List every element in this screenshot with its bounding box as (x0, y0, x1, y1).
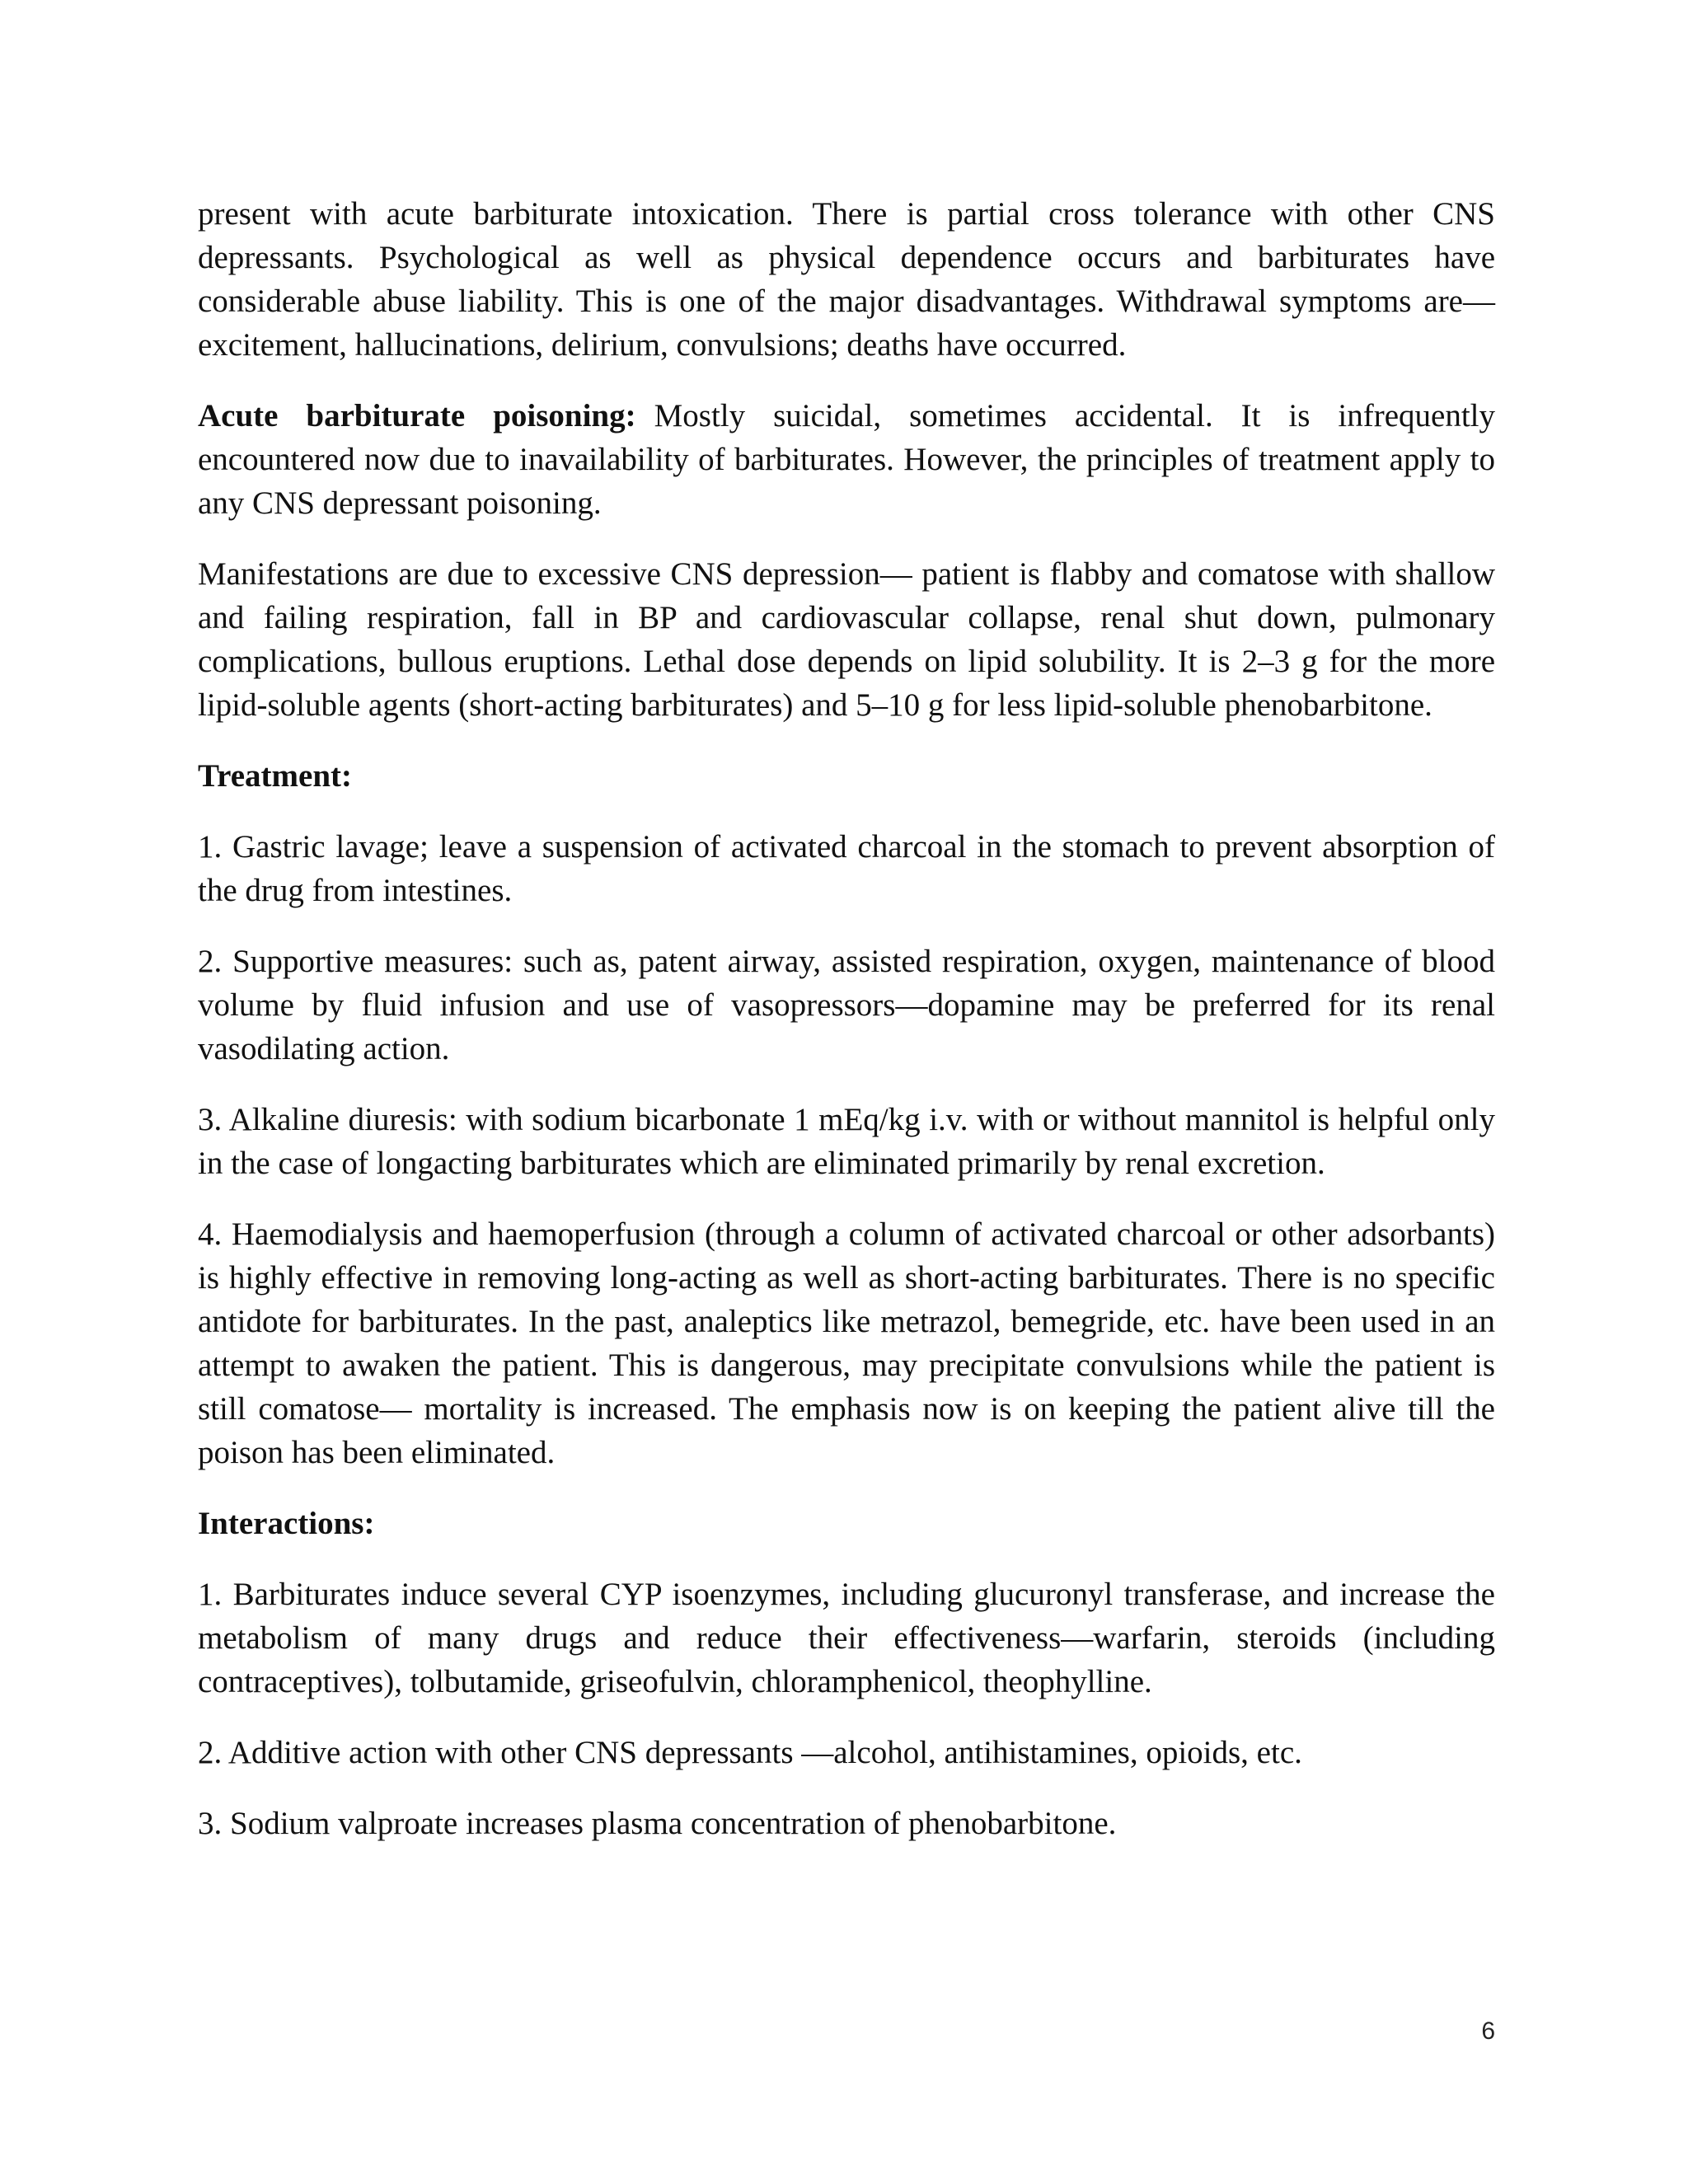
interaction-item: 3. Sodium valproate increases plasma concentration of phenobarbitone. (198, 1806, 1117, 1841)
interaction-item: 1. Barbiturates induce several CYP isoenzymes, including glucuronyl transferase, and increase the metabolism of many drugs and reduce their effectiveness—warfarin, steroids (including contraceptives), tolbutamide, griseofulvin, chloramphenicol, theophylline. (198, 1577, 1495, 1699)
acute-poisoning-heading: Acute barbiturate poisoning: (198, 398, 636, 434)
page-body (198, 192, 1495, 1872)
treatment-heading: Treatment: (198, 758, 352, 794)
treatment-item: 1. Gastric lavage; leave a suspension of activated charcoal in the stomach to prevent absorption of the drug from intestines. (198, 829, 1495, 908)
interaction-item: 2. Additive action with other CNS depressants —alcohol, antihistamines, opioids, etc. (198, 1735, 1302, 1770)
treatment-item: 4. Haemodialysis and haemoperfusion (through a column of activated charcoal or other adsorbants) is highly effective in removing long-acting as well as short-acting barbiturates. There is no specific antidote for barbiturates. In the past, analeptics like metrazol, bemegride, etc. have been used in an attempt to awaken the patient. This is dangerous, may precipitate convulsions while the patient is still comatose— mortality is increased. The emphasis now is on keeping the patient alive till the poison has been eliminated. (198, 1216, 1495, 1470)
interactions-heading: Interactions: (198, 1506, 375, 1541)
manifestations-paragraph: Manifestations are due to excessive CNS depression— patient is flabby and comatose with shallow and failing respiration, fall in BP and cardiovascular collapse, renal shut down, pulmonary complications, bullous eruptions. Lethal dose depends on lipid solubility. It is 2–3 g for the more lipid-soluble agents (short-acting barbiturates) and 5–10 g for less lipid-soluble phenobarbitone. (198, 556, 1495, 723)
treatment-item: 2. Supportive measures: such as, patent airway, assisted respiration, oxygen, maintenance of blood volume by fluid infusion and use of vasopressors—dopamine may be preferred for its renal vasodilating action. (198, 944, 1495, 1066)
intro-paragraph: present with acute barbiturate intoxication. There is partial cross tolerance with other CNS depressants. Psychological as well as physical dependence occurs and barbiturates have considerable abuse liability. This is one of the major disadvantages. Withdrawal symptoms are— excitement, hallucinations, delirium, convulsions; deaths have occurred. (198, 196, 1495, 363)
page-number: 6 (1481, 2018, 1495, 2045)
acute-poisoning-text: Mostly suicidal, sometimes accidental. It is infrequently encountered now due to inavailability of barbiturates. However, the principles of treatment apply to any CNS depressant poisoning. (198, 398, 1496, 521)
acute-poisoning-paragraph (198, 394, 1495, 525)
treatment-item: 3. Alkaline diuresis: with sodium bicarbonate 1 mEq/kg i.v. with or without mannitol is helpful only in the case of longacting barbiturates which are eliminated primarily by renal excretion. (198, 1102, 1495, 1181)
